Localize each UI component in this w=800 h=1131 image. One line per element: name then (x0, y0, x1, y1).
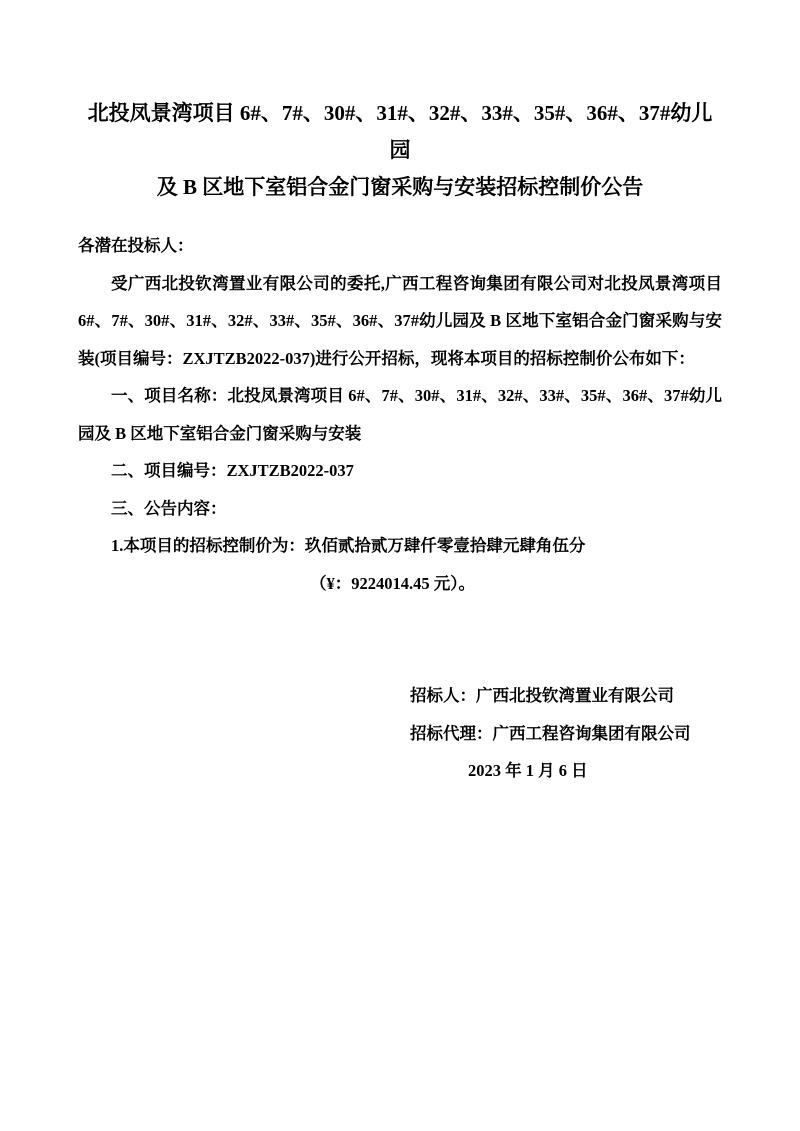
title-line-2: 及 B 区地下室铝合金门窗采购与安装招标控制价公告 (156, 175, 644, 199)
intro-paragraph-line-2: 6#、7#、30#、31#、32#、33#、35#、36#、37#幼儿园及 B 区地下室铝合金门窗采购与安 (78, 311, 722, 330)
document-body (78, 227, 722, 790)
item-announcement-content: 三、公告内容： (111, 498, 227, 518)
title-line-1: 北投凤景湾项目 6#、7#、30#、31#、32#、33#、35#、36#、37#幼儿园 (87, 101, 713, 162)
date-line: 2023 年 1 月 6 日 (468, 761, 588, 780)
intro-paragraph-line-1: 受广西北投钦湾置业有限公司的委托,广西工程咨询集团有限公司对北投凤景湾项目 (111, 273, 722, 293)
control-price-in-figures: （¥：9224014.45 元）。 (310, 573, 475, 593)
item-project-name-line-2: 园及 B 区地下室铝合金门窗采购与安装 (78, 423, 362, 443)
item-project-name-line-1: 一、项目名称：北投凤景湾项目 6#、7#、30#、31#、32#、33#、35#、36#、37#幼儿 (111, 386, 722, 405)
item-project-number: 二、项目编号：ZXJTZB2022-037 (111, 461, 354, 480)
document-title (78, 0, 722, 206)
control-price-in-words: 1.本项目的招标控制价为：玖佰贰拾贰万肆仟零壹拾肆元肆角伍分 (111, 536, 586, 555)
intro-paragraph-line-3: 装(项目编号：ZXJTZB2022-037)进行公开招标，现将本项目的招标控制价公布如下： (78, 348, 695, 368)
signature-block (78, 677, 722, 790)
salutation: 各潜在投标人： (78, 236, 194, 255)
tenderer-line: 招标人：广西北投钦湾置业有限公司 (410, 686, 674, 705)
agent-line: 招标代理：广西工程咨询集团有限公司 (410, 723, 691, 743)
